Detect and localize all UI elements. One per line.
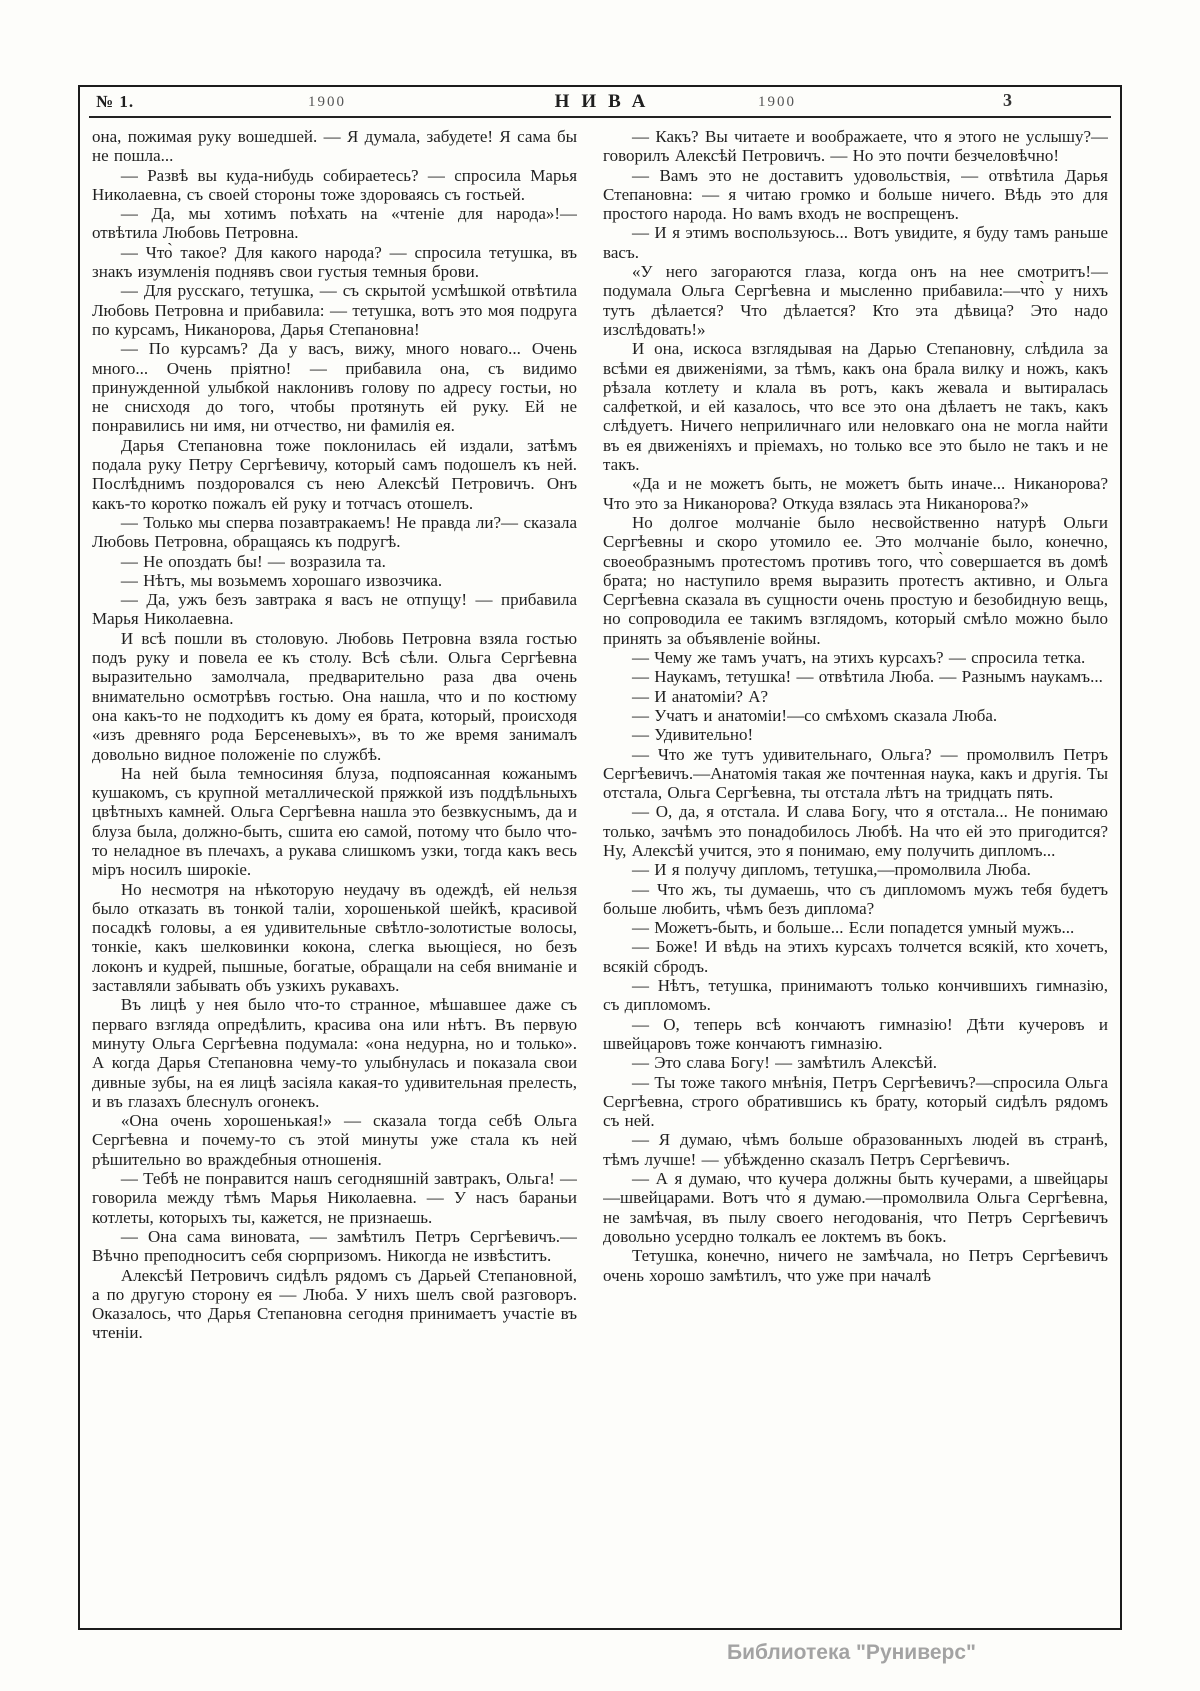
paragraph: — Только мы сперва позавтракаемъ! Не правда ли?— сказала Любовь Петровна, обращаясь къ подругѣ. [92,512,578,552]
paragraph: — Какъ? Вы читаете и воображаете, что я этого не услышу?—говорилъ Алексѣй Петровичъ. — Но это почти безчеловѣчно! [603,127,1108,166]
column-left [92,127,577,1620]
paragraph: — Учатъ и анатоміи!—со смѣхомъ сказала Люба. [631,705,998,725]
paragraph: — Для русскаго, тетушка, — съ скрытой усмѣшкой отвѣтила Любовь Петровна и прибавила: — тетушка, вотъ это моя подруга по курсамъ, Никанорова, Дарья Степановна! [92,281,578,339]
issue-number: № 1. [96,92,135,111]
paragraph: Алексѣй Петровичъ сидѣлъ рядомъ съ Дарьей Степановной, а по другую сторону ея — Люба. У нихъ шелъ свой разговоръ. Оказалось, что Дарья Степановна сегодня принимаетъ участіе въ чтеніи. [92,1265,578,1343]
paragraph: — Я думаю, чѣмъ больше образованныхъ людей въ странѣ, тѣмъ лучше! — убѣжденно сказалъ Петръ Сергѣевичъ. [603,1130,1108,1169]
year-right: 1900 [758,94,796,110]
paragraph: Но несмотря на нѣкоторую неудачу въ одеждѣ, ей нельзя было отказать въ тонкой таліи, хорошенькой шейкѣ, красивой посадкѣ головы, а ея удивительные свѣтло-золотистые волосы, тонкіе, какъ шелковинки кокона, слегка вьющіеся, но безъ локонъ и кудрей, пышные, богатые, обращали на себя вниманіе и заставляли забывать объ узкихъ рукавахъ. [92,879,578,996]
paragraph: «У него загораются глаза, когда онъ на нее смотритъ!—подумала Ольга Сергѣевна и мысленно прибавила:—что̀ у нихъ тутъ дѣлается? Что дѣлается? Кто эта дѣвица? Это надо изслѣдовать!» [603,262,1108,339]
paragraph: — По курсамъ? Да у васъ, вижу, много новаго... Очень много... Очень пріятно! — прибавила она, съ видимо принужденной улыбкой наклонивъ голову по адресу гостьи, но не снисходя до того, чтобы протянуть ей руку. Ей не понравились ни имя, ни отчество, ни фамилія ея. [92,339,578,436]
paragraph: — Чему же тамъ учатъ, на этихъ курсахъ? — спросила тетка. [631,648,1086,668]
paragraph: — О, теперь всѣ кончаютъ гимназію! Дѣти кучеровъ и швейцаровъ тоже кончаютъ гимназію. [603,1014,1108,1053]
paragraph: она, пожимая руку вошедшей. — Я думала, забудете! Я сама бы не пошла... [92,127,578,166]
paragraph: — Что жъ, ты думаешь, что съ дипломомъ мужъ тебя будетъ больше любить, чѣмъ безъ диплома? [603,879,1108,918]
paragraph: — Да, мы хотимъ поѣхать на «чтеніе для народа»!— отвѣтила Любовь Петровна. [92,204,578,243]
paragraph: «Да и не можетъ быть, не можетъ быть иначе... Никанорова? Что это за Никанорова? Откуда взялась эта Никанорова?» [603,474,1108,513]
paragraph: Но долгое молчаніе было несвойственно натурѣ Ольги Сергѣевны и скоро утомило ее. Это молчаніе было, конечно, своеобразнымъ протестомъ противъ того, что̀ совершается въ домѣ брата; но наступило время выразить протестъ активно, и Ольга Сергѣевна сказала въ сущности очень простую и безобидную вещь, но сопроводила ее такимъ взглядомъ, который смѣло можно было принять за объявленіе войны. [603,512,1108,648]
paragraph: — Что̀ такое? Для какого народа? — спросила тетушка, въ знакъ изумленія поднявъ свои густыя темныя брови. [92,242,578,282]
page-header [80,90,1120,116]
paragraph: — Да, ужъ безъ завтрака я васъ не отпущу! — прибавила Марья Николаевна. [92,590,578,629]
paragraph: — И я получу дипломъ, тетушка,—промолвила Люба. [631,860,1031,880]
paragraph: «Она очень хорошенькая!» — сказала тогда себѣ Ольга Сергѣевна и почему-то съ этой минуты уже стала къ ней рѣшительно во враждебныя отношенія. [92,1111,578,1169]
paragraph: — Ты тоже такого мнѣнія, Петръ Сергѣевичъ?—спросила Ольга Сергѣевна, строго обратившись къ брату, который сидѣлъ рядомъ съ ней. [603,1072,1108,1131]
paragraph: — Удивительно! [631,725,754,745]
year-left: 1900 [308,94,346,110]
paragraph: — Вамъ это не доставитъ удовольствія, — отвѣтила Дарья Степановна: — я читаю громко и больше ничего. Вѣдь это для простого народа. Но вамъ входъ не воспрещенъ. [603,165,1108,224]
column-right [603,127,1108,1620]
paragraph: — Она сама виновата, — замѣтилъ Петръ Сергѣевичъ.—Вѣчно преподноситъ себя сюрпризомъ. Никогда не извѣститъ. [92,1226,578,1266]
paragraph: Въ лицѣ у нея было что-то странное, мѣшавшее даже съ перваго взгляда опредѣлить, красива она или нѣтъ. Въ первую минуту Ольга Сергѣевна подумала: «она недурна, но и только». А когда Дарья Степановна чему-то улыбнулась и показала свои дивные зубы, на ея лицѣ засіяла какая-то удивительная прелесть, и въ глазахъ блеснулъ огонекъ. [92,995,578,1111]
paragraph: — Что же тутъ удивительнаго, Ольга? — промолвилъ Петръ Сергѣевичъ.—Анатомія такая же почтенная наука, какъ и другія. Ты отстала, Ольга Сергѣевна, ты отстала лѣтъ на тридцать пять. [603,744,1108,803]
paragraph: На ней была темносиняя блуза, подпоясанная кожанымъ кушакомъ, съ крупной металлической пряжкой изъ поддѣльныхъ цвѣтныхъ камней. Ольга Сергѣевна нашла это безвкуснымъ, да и блуза была, должно-быть, сшита ею самой, потому что было что-то неладное въ плечахъ, а рукава слишкомъ узки, тогда какъ весь міръ носилъ широкіе. [92,763,578,880]
paragraph: — Боже! И вѣдь на этихъ курсахъ толчется всякій, кто хочетъ, всякій сбродъ. [603,937,1108,976]
magazine-title: НИВА [554,91,658,112]
paragraph: — Нѣтъ, мы возьмемъ хорошаго извозчика. [120,570,443,590]
paragraph: И она, искоса взглядывая на Дарью Степановну, слѣдила за всѣми ея движеніями, за тѣмъ, какъ она брала вилку и ножъ, какъ рѣзала котлету и клала въ ротъ, какъ жевала и вытиралась салфеткой, и ей казалось, что все это она дѣлаетъ не такъ, какъ слѣдуетъ. Ничего неприличнаго или неловкаго она не могла найти въ ея движеніяхъ и пріемахъ, но только все это было не такъ и не такъ. [603,339,1108,475]
paragraph: — Нѣтъ, тетушка, принимаютъ только кончившихъ гимназію, съ дипломомъ. [603,976,1108,1015]
paragraph: — Не опоздать бы! — возразила та. [120,551,386,571]
paragraph: Дарья Степановна тоже поклонилась ей издали, затѣмъ подала руку Петру Сергѣевичу, который самъ подошелъ къ ней. Послѣднимъ поздоровался съ нею Алексѣй Петровичъ. Онъ какъ-то коротко пожалъ ей руку и тотчасъ отошелъ. [92,435,578,513]
paragraph: — Тебѣ не понравится нашъ сегодняшній завтракъ, Ольга! — говорила между тѣмъ Марья Николаевна. — У насъ бараньи котлеты, которыхъ ты, кажется, не признаешь. [92,1169,578,1227]
paragraph: — Это слава Богу! — замѣтилъ Алексѣй. [631,1053,937,1073]
paragraph: — А я думаю, что кучера должны быть кучерами, а швейцары—швейцарами. Вотъ что̀ я думаю.—промолвила Ольга Сергѣевна, не замѣчая, въ пылу своего негодованія, что Петръ Сергѣевичъ довольно усердно толкалъ ее локтемъ въ бокъ. [603,1169,1108,1246]
article-body [80,118,1120,1620]
paragraph: И всѣ пошли въ столовую. Любовь Петровна взяла гостью подъ руку и повела ее къ столу. Всѣ сѣли. Ольга Сергѣевна выразительно замолчала, предварительно раза два очень внимательно осмотрѣвъ гостью. Она нашла, что и по костюму она какъ-то не подходитъ къ дому ея брата, который, происходя «изъ древняго рода Берсеневыхъ», въ то же время занималъ довольно видное положеніе по службѣ. [92,628,578,764]
paragraph: — И анатоміи? А? [631,686,769,706]
paragraph: — Развѣ вы куда-нибудь собираетесь? — спросила Марья Николаевна, съ своей стороны тоже здороваясь съ гостьей. [92,165,578,204]
paragraph: — И я этимъ воспользуюсь... Вотъ увидите, я буду тамъ раньше васъ. [603,223,1108,262]
paragraph: — Можетъ-быть, и больше... Если попадется умный мужъ... [631,918,1075,938]
page-frame [78,85,1122,1630]
paragraph: Тетушка, конечно, ничего не замѣчала, но Петръ Сергѣевичъ очень хорошо замѣтилъ, что уже при началѣ [603,1246,1108,1285]
paragraph: — Наукамъ, тетушка! — отвѣтила Люба. — Разнымъ наукамъ... [631,667,1103,687]
page-number: 3 [1003,90,1012,110]
watermark: Библиотека "Руниверс" [726,1641,976,1664]
paragraph: — О, да, я отстала. И слава Богу, что я отстала... Не понимаю только, зачѣмъ это понадобилось Любѣ. На что ей это пригодится? Ну, Алексѣй учится, это я понимаю, ему получить дипломъ... [603,802,1108,860]
